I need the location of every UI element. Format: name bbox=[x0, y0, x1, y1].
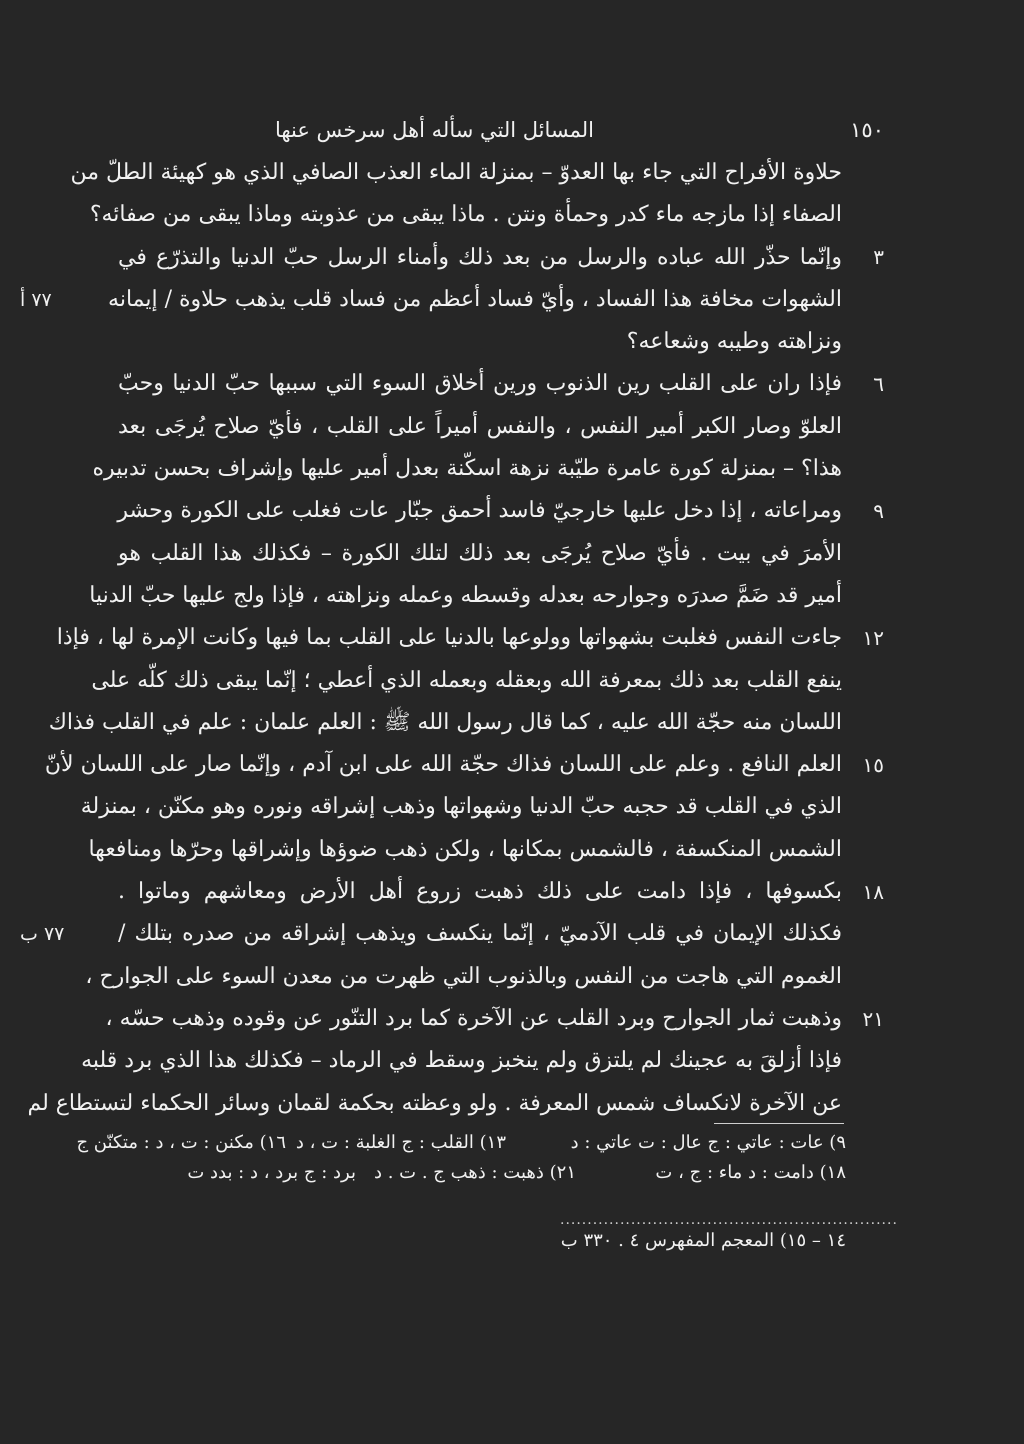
line-number: ١٥ bbox=[862, 753, 884, 777]
footnote-row bbox=[76, 1132, 846, 1162]
text-line: أمير قد ضَمَّ صدرَه وجوارحه بعدله وقسطه وعمله ونزاهته ، فإذا ولج عليها حبّ الدنيا bbox=[89, 582, 842, 608]
text-line: ينفع القلب بعد ذلك بمعرفة الله وبعقله وبعمله الذي أعطي ؛ إنّما يبقى ذلك كلّه على bbox=[91, 667, 842, 693]
text-line: الشمس المنكسفة ، فالشمس بمكانها ، ولكن ذهب ضوؤها وإشراقها وحرّها ومنافعها bbox=[88, 836, 842, 862]
footnote: ١٣) القلب : ج الغلبة : ت ، د bbox=[295, 1132, 506, 1153]
text-line: الصفاء إذا مازجه ماء كدر وحمأة ونتن . ماذا يبقى من عذوبته وماذا يبقى من صفائه؟ bbox=[89, 202, 842, 228]
text-line: الشهوات مخافة هذا الفساد ، وأيّ فساد أعظم من فساد قلب يذهب حلاوة / إيمانه bbox=[108, 286, 842, 312]
text-line: فإذا ران على القلب رين الذنوب ورين أخلاق السوء التي سببها حبّ الدنيا وحبّ bbox=[118, 371, 842, 397]
footnote-row bbox=[110, 1162, 846, 1192]
line-number: ٣ bbox=[873, 245, 884, 269]
line-number: ٢١ bbox=[862, 1007, 884, 1031]
text-line: فإذا أزلقَ به عجينك لم يلتزق ولم ينخبز وسقط في الرماد – فكذلك هذا الذي برد قلبه bbox=[81, 1048, 842, 1074]
text-line: العلم النافع . وعلم على اللسان فذاك حجّة الله على ابن آدم ، وإنّما صار على اللسان لأنّ bbox=[44, 752, 842, 778]
dotted-separator: .............................................................. bbox=[560, 1212, 898, 1228]
running-title: المسائل التي سأله أهل سرخس عنها bbox=[274, 118, 594, 142]
text-line: الأمرَ في بيت . فأيّ صلاح يُرجَى بعد ذلك لتلك الكورة – فكذلك هذا القلب هو bbox=[118, 540, 842, 566]
text-line: فكذلك الإيمان في قلب الآدميّ ، إنّما ينكسف ويذهب إشراقه من صدره بتلك / bbox=[118, 921, 842, 947]
text-line: بكسوفها ، فإذا دامت على ذلك ذهبت زروع أهل الأرض ومعاشهم وماتوا . bbox=[118, 879, 842, 905]
folio-mark: ٧٧ ب bbox=[20, 923, 65, 945]
folio-mark: ٧٧ أ bbox=[20, 289, 52, 311]
text-line: ومراعاته ، إذا دخل عليها خارجيّ فاسد أحمق جبّار عات فغلب على الكورة وحشر bbox=[117, 498, 842, 524]
line-number: ٦ bbox=[873, 372, 884, 396]
text-line: اللسان منه حجّة الله عليه ، كما قال رسول الله ﷺ : العلم علمان : علم في القلب فذاك bbox=[48, 709, 842, 735]
footnote-divider bbox=[714, 1123, 844, 1124]
line-number: ٩ bbox=[873, 499, 884, 523]
page-header bbox=[120, 112, 884, 146]
text-line: الذي في القلب قد حجبه حبّ الدنيا وشهواتها وذهب إشراقه ونوره وهو مكنّن ، بمنزلة bbox=[80, 794, 842, 820]
text-line: عن الآخرة لانكساف شمس المعرفة . ولو وعظته بحكمة لقمان وسائر الحكماء لتستطاع لم bbox=[27, 1090, 842, 1116]
text-line: وإنّما حذّر الله عباده والرسل من بعد ذلك وأمناء الرسل حبّ الدنيا والتذرّع في bbox=[118, 244, 842, 270]
text-line: العلوّ وصار الكبر أمير النفس ، والنفس أميراً على القلب ، فأيّ صلاح يُرجَى بعد bbox=[118, 413, 842, 439]
text-line: هذا؟ – بمنزلة كورة عامرة طيّبة نزهة اسكّنة بعدل أمير عليها وإشراف بحسن تدبيره bbox=[92, 456, 842, 482]
footnote: ١٨) دامت : د ماء : ج ، ت bbox=[655, 1162, 846, 1183]
text-line: جاءت النفس فغلبت بشهواتها وولوعها بالدنيا على القلب بما فيها وكانت الإمرة لها ، فإذا bbox=[56, 625, 842, 651]
footnote: ١٦) مكنن : ت ، د : متكنّن ج bbox=[76, 1132, 286, 1153]
footnote: ٩) عات : عاتي : ج عال : ت عاتي : د bbox=[570, 1132, 846, 1153]
text-line: ونزاهته وطيبه وشعاعه؟ bbox=[626, 329, 842, 355]
footnote: ٢١) ذهبت : ذهب ج . ت . د bbox=[373, 1162, 576, 1183]
text-line: وذهبت ثمار الجوارح وبرد القلب عن الآخرة كما برد التنّور عن وقوده وذهب حسّه ، bbox=[105, 1005, 842, 1031]
line-number: ١٨ bbox=[862, 880, 884, 904]
page-number: ١٥٠ bbox=[850, 118, 884, 142]
footnote: برد : ج برد ، د : بدد ت bbox=[187, 1162, 356, 1183]
page-signature: ١٤ – ١٥) المعجم المفهرس ٤ . ٣٣٠ ب bbox=[560, 1230, 846, 1251]
footnotes bbox=[76, 1132, 846, 1192]
text-line: حلاوة الأفراح التي جاء بها العدوّ – بمنزلة الماء العذب الصافي الذي هو كهيئة الطلّ من bbox=[70, 160, 842, 185]
line-number: ١٢ bbox=[862, 626, 884, 650]
text-line: الغموم التي هاجت من النفس وبالذنوب التي ظهرت من معدن السوء على الجوارح ، bbox=[85, 963, 842, 989]
